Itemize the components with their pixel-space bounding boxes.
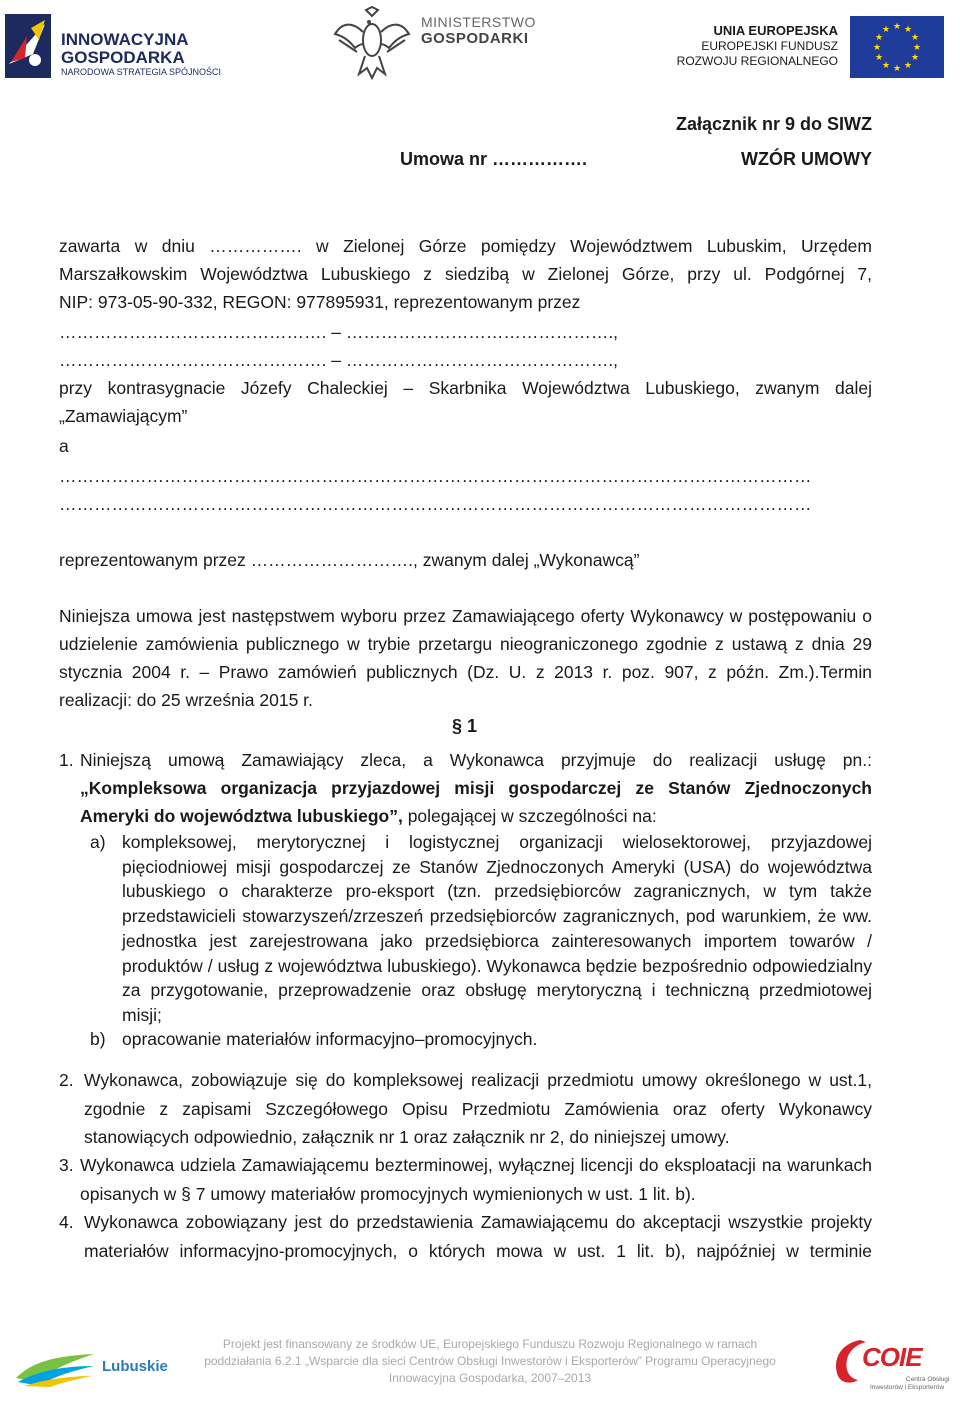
- footer-line2: poddziałania 6.2.1 „Wsparcie dla sieci Centrów Obsługi Inwestorów i Eksporterów” Programu Operacyjnego: [204, 1354, 776, 1368]
- svg-text:★: ★: [903, 25, 913, 35]
- footer-line1: Projekt jest finansowany ze środków UE, Europejskiego Funduszu Rozwoju Regionalnego w ramach: [222, 1337, 758, 1351]
- preamble-paragraph: Niniejsza umowa jest następstwem wyboru przez Zamawiającego oferty Wykonawcy w postępowaniu o udzielenie zamówienia publicznego w trybie przetargu nieograniczonego zgodnie z ustawą z dnia 29 stycznia 2004 r. – Prawo zamówień publicznych (Dz. U. z 2013 r. poz. 907, z późn. Zm.).Termin realizacji: do 25 września 2015 r.: [59, 606, 872, 710]
- unia-europejska-logo: [672, 16, 944, 78]
- section-heading: § 1: [452, 716, 478, 736]
- item-2-number: 2.: [59, 1070, 74, 1090]
- item-1-tail: polegającej w szczególności na:: [402, 806, 657, 826]
- svg-text:★: ★: [881, 25, 891, 35]
- coie-subtitle-line2: Inwestorów i Eksporterów: [870, 1384, 945, 1391]
- item-3-text: Wykonawca udziela Zamawiającemu bezterminowej, wyłącznej licencji do eksploatacji na warunkach opisanych w § 7 umowy materiałów promocyjnych wymienionych w ust. 1 lit. b).: [80, 1155, 872, 1204]
- lubuskie-logo: [14, 1348, 174, 1388]
- template-title: WZÓR UMOWY: [741, 149, 872, 169]
- intro-line3: NIP: 973-05-90-332, REGON: 977895931, reprezentowanym przez: [59, 292, 581, 312]
- conjunction-a: a: [59, 436, 69, 456]
- item-4-number: 4.: [59, 1212, 74, 1232]
- contractor-representative: reprezentowanym przez ………………………., zwanym dalej „Wykonawcą”: [59, 550, 640, 570]
- item-4-text: Wykonawca zobowiązany jest do przedstawienia Zamawiającemu do akceptacji wszystkie projekty materiałów informacyjno-promocyjnych, o których mowa w ust. 1 lit. b), najpóźniej w terminie: [84, 1212, 872, 1261]
- contractor-dots-2: …………………………………………………………………………………………………………………: [59, 494, 812, 514]
- svg-text:★: ★: [892, 64, 902, 74]
- lubuskie-text: Lubuskie: [102, 1358, 168, 1375]
- item-a-label: a): [90, 832, 106, 852]
- ue-line2: EUROPEJSKI FUNDUSZ: [701, 39, 838, 53]
- svg-text:★: ★: [910, 53, 920, 63]
- coie-subtitle-line1: Centra Obsługi: [906, 1376, 950, 1383]
- item-b-text: opracowanie materiałów informacyjno–promocyjnych.: [122, 1029, 538, 1049]
- coie-subtitle: [906, 1376, 949, 1384]
- intro-line1: zawarta w dniu ……………. w Zielonej Górze pomiędzy Województwem Lubuskim, Urzędem: [59, 236, 872, 256]
- coie-logo: [830, 1332, 950, 1396]
- eagle-emblem-icon: [333, 6, 411, 82]
- item-1-number: 1.: [59, 750, 74, 770]
- item-a-text: kompleksowej, merytorycznej i logistycznej organizacji wielosektorowej, przyjazdowej pięciodniowej misji gospodarczej ze Stanów Zjednoczonych Ameryki (USA) do województwa lubuskiego o charakterze pro-eksport (tzn. przedsiębiorców zagranicznych, w tym także przedstawicieli stowarzyszeń/zrzeszeń przedsiębiorców zagranicznych, pod warunkiem, że ww. jednostka jest zarejestrowana jako przedsiębiorca zainteresowanych importem towarów / produktów / usług z województwa lubuskiego). Wykonawca będzie bezpośrednio odpowiedzialny za przygotowanie, przeprowadzenie oraz obsługę merytoryczną i techniczną przedmiotowej misji;: [122, 832, 872, 1025]
- item-2-text: Wykonawca, zobowiązuje się do kompleksowej realizacji przedmiotu umowy określonego w ust.1, zgodnie z zapisami Szczegółowego Opisu Przedmiotu Zamówienia oraz oferty Wykonawcy stanowiących odpowiednio, załącznik nr 1 oraz załącznik nr 2, do niniejszej umowy.: [84, 1070, 872, 1147]
- mg-line1: MINISTERSTWO: [421, 14, 536, 30]
- contract-number: Umowa nr …………….: [400, 149, 588, 169]
- svg-text:★: ★: [912, 43, 922, 53]
- item-1-paragraph: [80, 746, 872, 830]
- contractor-dots-1: …………………………………………………………………………………………………………………: [59, 466, 812, 486]
- ue-line3: ROZWOJU REGIONALNEGO: [676, 54, 838, 68]
- item-1-intro: Niniejszą umową Zamawiający zleca, a Wykonawca przyjmuje do realizacji usługę pn.:: [80, 750, 872, 770]
- footer-line3: Innowacyjna Gospodarka, 2007–2013: [388, 1371, 592, 1385]
- footer-funding-note: [200, 1336, 780, 1387]
- item-3-number: 3.: [59, 1155, 74, 1175]
- ig-line1: INNOWACYJNA: [61, 30, 189, 49]
- annex-title: Załącznik nr 9 do SIWZ: [675, 114, 872, 134]
- svg-text:★: ★: [874, 33, 884, 43]
- zamawiajacy-name: „Zamawiającym”: [59, 406, 188, 426]
- ue-line1: UNIA EUROPEJSKA: [713, 23, 838, 38]
- svg-text:★: ★: [903, 61, 913, 71]
- ministerstwo-gospodarki-logo: [333, 6, 548, 84]
- item-b-label: b): [90, 1029, 106, 1049]
- ig-line3: NARODOWA STRATEGIA SPÓJNOŚCI: [61, 67, 222, 77]
- coie-text: COIE: [862, 1342, 922, 1372]
- innowacyjna-gospodarka-logo: [5, 14, 220, 78]
- representative-line-1: ………………………………………. – ……………………………………….,: [59, 322, 619, 342]
- intro-line2: Marszałkowskim Województwa Lubuskiego z siedzibą w Zielonej Górze, przy ul. Podgórnej 7,: [59, 264, 872, 284]
- svg-text:★: ★: [910, 33, 920, 43]
- countersign-line: przy kontrasygnacie Józefy Chaleckiej – Skarbnika Województwa Lubuskiego, zwanym dalej: [59, 378, 872, 398]
- svg-text:★: ★: [881, 61, 891, 71]
- lubuskie-wave-icon: [14, 1348, 96, 1388]
- representative-line-2: ………………………………………. – ……………………………………….,: [59, 350, 619, 370]
- ig-line2: GOSPODARKA: [61, 48, 185, 67]
- svg-text:★: ★: [872, 43, 882, 53]
- ig-emblem-icon: [5, 14, 51, 78]
- eu-flag-icon: [850, 16, 944, 78]
- svg-text:★: ★: [874, 53, 884, 63]
- svg-text:★: ★: [892, 22, 902, 32]
- service-title: „Kompleksowa organizacja przyjazdowej misji gospodarczej ze Stanów Zjednoczonych Ameryki do województwa lubuskiego”,: [80, 778, 872, 826]
- mg-line2: GOSPODARKI: [421, 30, 529, 47]
